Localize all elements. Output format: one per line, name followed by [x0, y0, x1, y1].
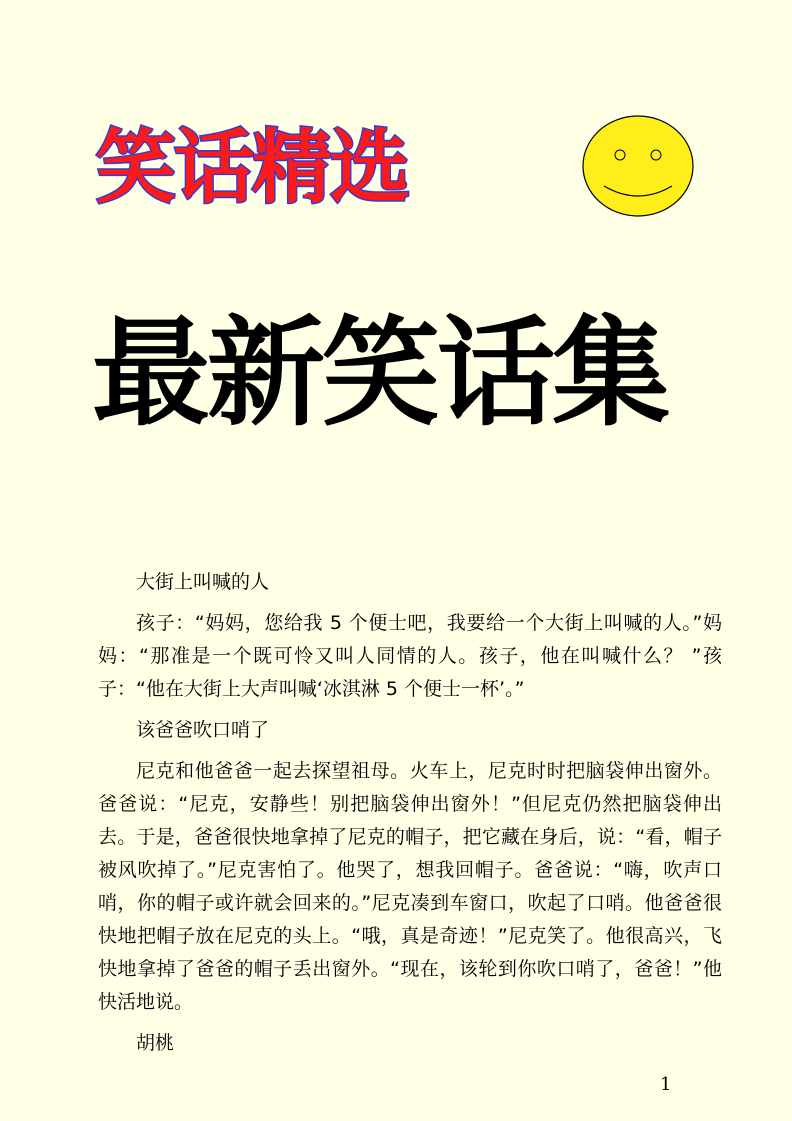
article-body	[98, 566, 722, 1068]
page-number: 1	[660, 1074, 672, 1095]
article-heading: 大街上叫喊的人	[136, 571, 270, 593]
article-heading: 胡桃	[136, 1032, 175, 1054]
smiley-face-icon	[580, 114, 696, 218]
article-heading: 该爸爸吹口哨了	[136, 719, 270, 741]
article-paragraph: 孩子：“妈妈，您给我 5 个便士吧，我要给一个大街上叫喊的人。”妈妈：“那准是一个既可怜又叫人同情的人。孩子，他在叫喊什么？ ”孩子：“他在大街上大声叫喊‘冰淇淋 5 个便士一杯’。”	[98, 612, 722, 700]
article-paragraph: 尼克和他爸爸一起去探望祖母。火车上，尼克时时把脑袋伸出窗外。爸爸说：“尼克，安静些！别把脑袋伸出窗外！”但尼克仍然把脑袋伸出去。于是，爸爸很快地拿掉了尼克的帽子，把它藏在身后，说：“看，帽子被风吹掉了。”尼克害怕了。他哭了，想我回帽子。爸爸说：“嗨，吹声口哨，你的帽子或许就会回来的。”尼克凑到车窗口，吹起了口哨。他爸爸很快地把帽子放在尼克的头上。“哦，真是奇迹！”尼克笑了。他很高兴，飞快地拿掉了爸爸的帽子丢出窗外。“现在，该轮到你吹口哨了，爸爸！”他快活地说。	[98, 760, 722, 1013]
banner-title: 笑话精选	[96, 121, 408, 214]
main-title: 最新笑话集	[92, 304, 668, 442]
